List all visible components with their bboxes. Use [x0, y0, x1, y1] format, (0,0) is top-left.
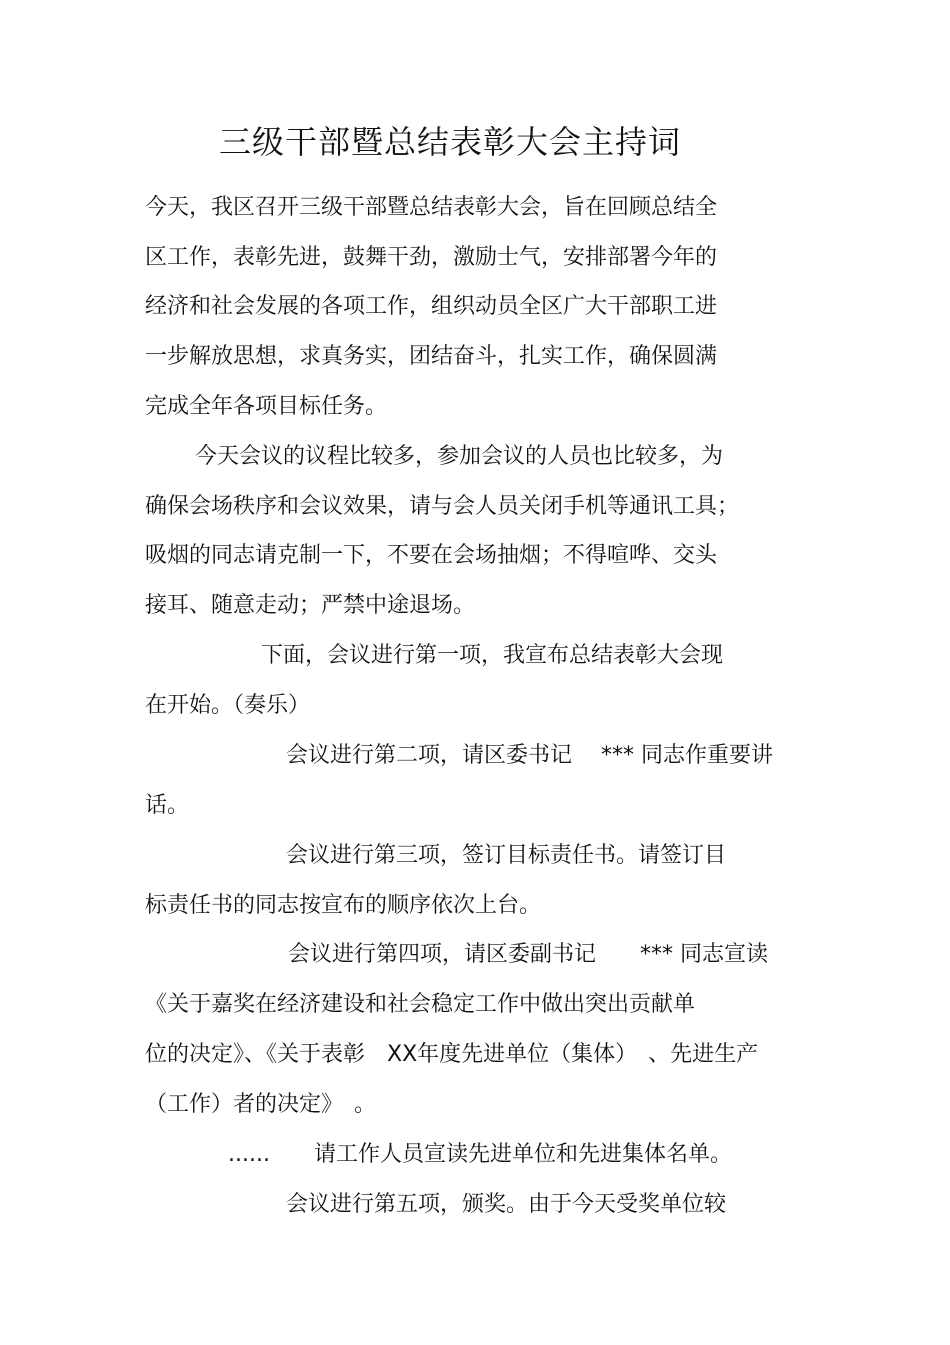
paragraph-line: 一步解放思想，求真务实，团结奋斗，扎实工作，确保圆满 [145, 344, 718, 369]
paragraph-line: 会议进行第二项，请区委书记 *** 同志作重要讲 [286, 743, 773, 768]
paragraph-line: 标责任书的同志按宣布的顺序依次上台。 [145, 893, 542, 918]
paragraph-line: 《关于嘉奖在经济建设和社会稳定工作中做出突出贡献单 [145, 992, 696, 1017]
paragraph-line: 接耳、随意走动；严禁中途退场。 [145, 593, 476, 618]
paragraph-line: 位的决定》、《关于表彰 XX年度先进单位（集体） 、先进生产 [145, 1042, 759, 1067]
paragraph-line: 话。 [145, 793, 190, 818]
paragraph-line: 会议进行第五项，颁奖。由于今天受奖单位较 [286, 1192, 727, 1217]
paragraph-line: 今天，我区召开三级干部暨总结表彰大会，旨在回顾总结全 [145, 195, 718, 220]
paragraph-line: 在开始。（奏乐） [145, 693, 311, 718]
paragraph-line: 区工作，表彰先进，鼓舞干劲，激励士气，安排部署今年的 [145, 245, 718, 270]
paragraph-line: 会议进行第三项，签订目标责任书。请签订目 [286, 843, 727, 868]
paragraph-line: 确保会场秩序和会议效果，请与会人员关闭手机等通讯工具； [145, 494, 740, 519]
paragraph-line: 吸烟的同志请克制一下，不要在会场抽烟；不得喧哗、交头 [145, 543, 718, 568]
paragraph-line: 经济和社会发展的各项工作，组织动员全区广大干部职工进 [145, 294, 718, 319]
paragraph-line: 下面，会议进行第一项，我宣布总结表彰大会现 [261, 643, 724, 668]
paragraph-line: 完成全年各项目标任务。 [145, 394, 388, 419]
paragraph-line: 今天会议的议程比较多，参加会议的人员也比较多，为 [195, 444, 724, 469]
paragraph-line: 会议进行第四项，请区委副书记 *** 同志宣读 [288, 942, 768, 967]
paragraph-line: ...... 请工作人员宣读先进单位和先进集体名单。 [228, 1142, 732, 1167]
document-title: 三级干部暨总结表彰大会主持词 [218, 123, 681, 161]
paragraph-line: （工作）者的决定》 。 [145, 1092, 377, 1117]
